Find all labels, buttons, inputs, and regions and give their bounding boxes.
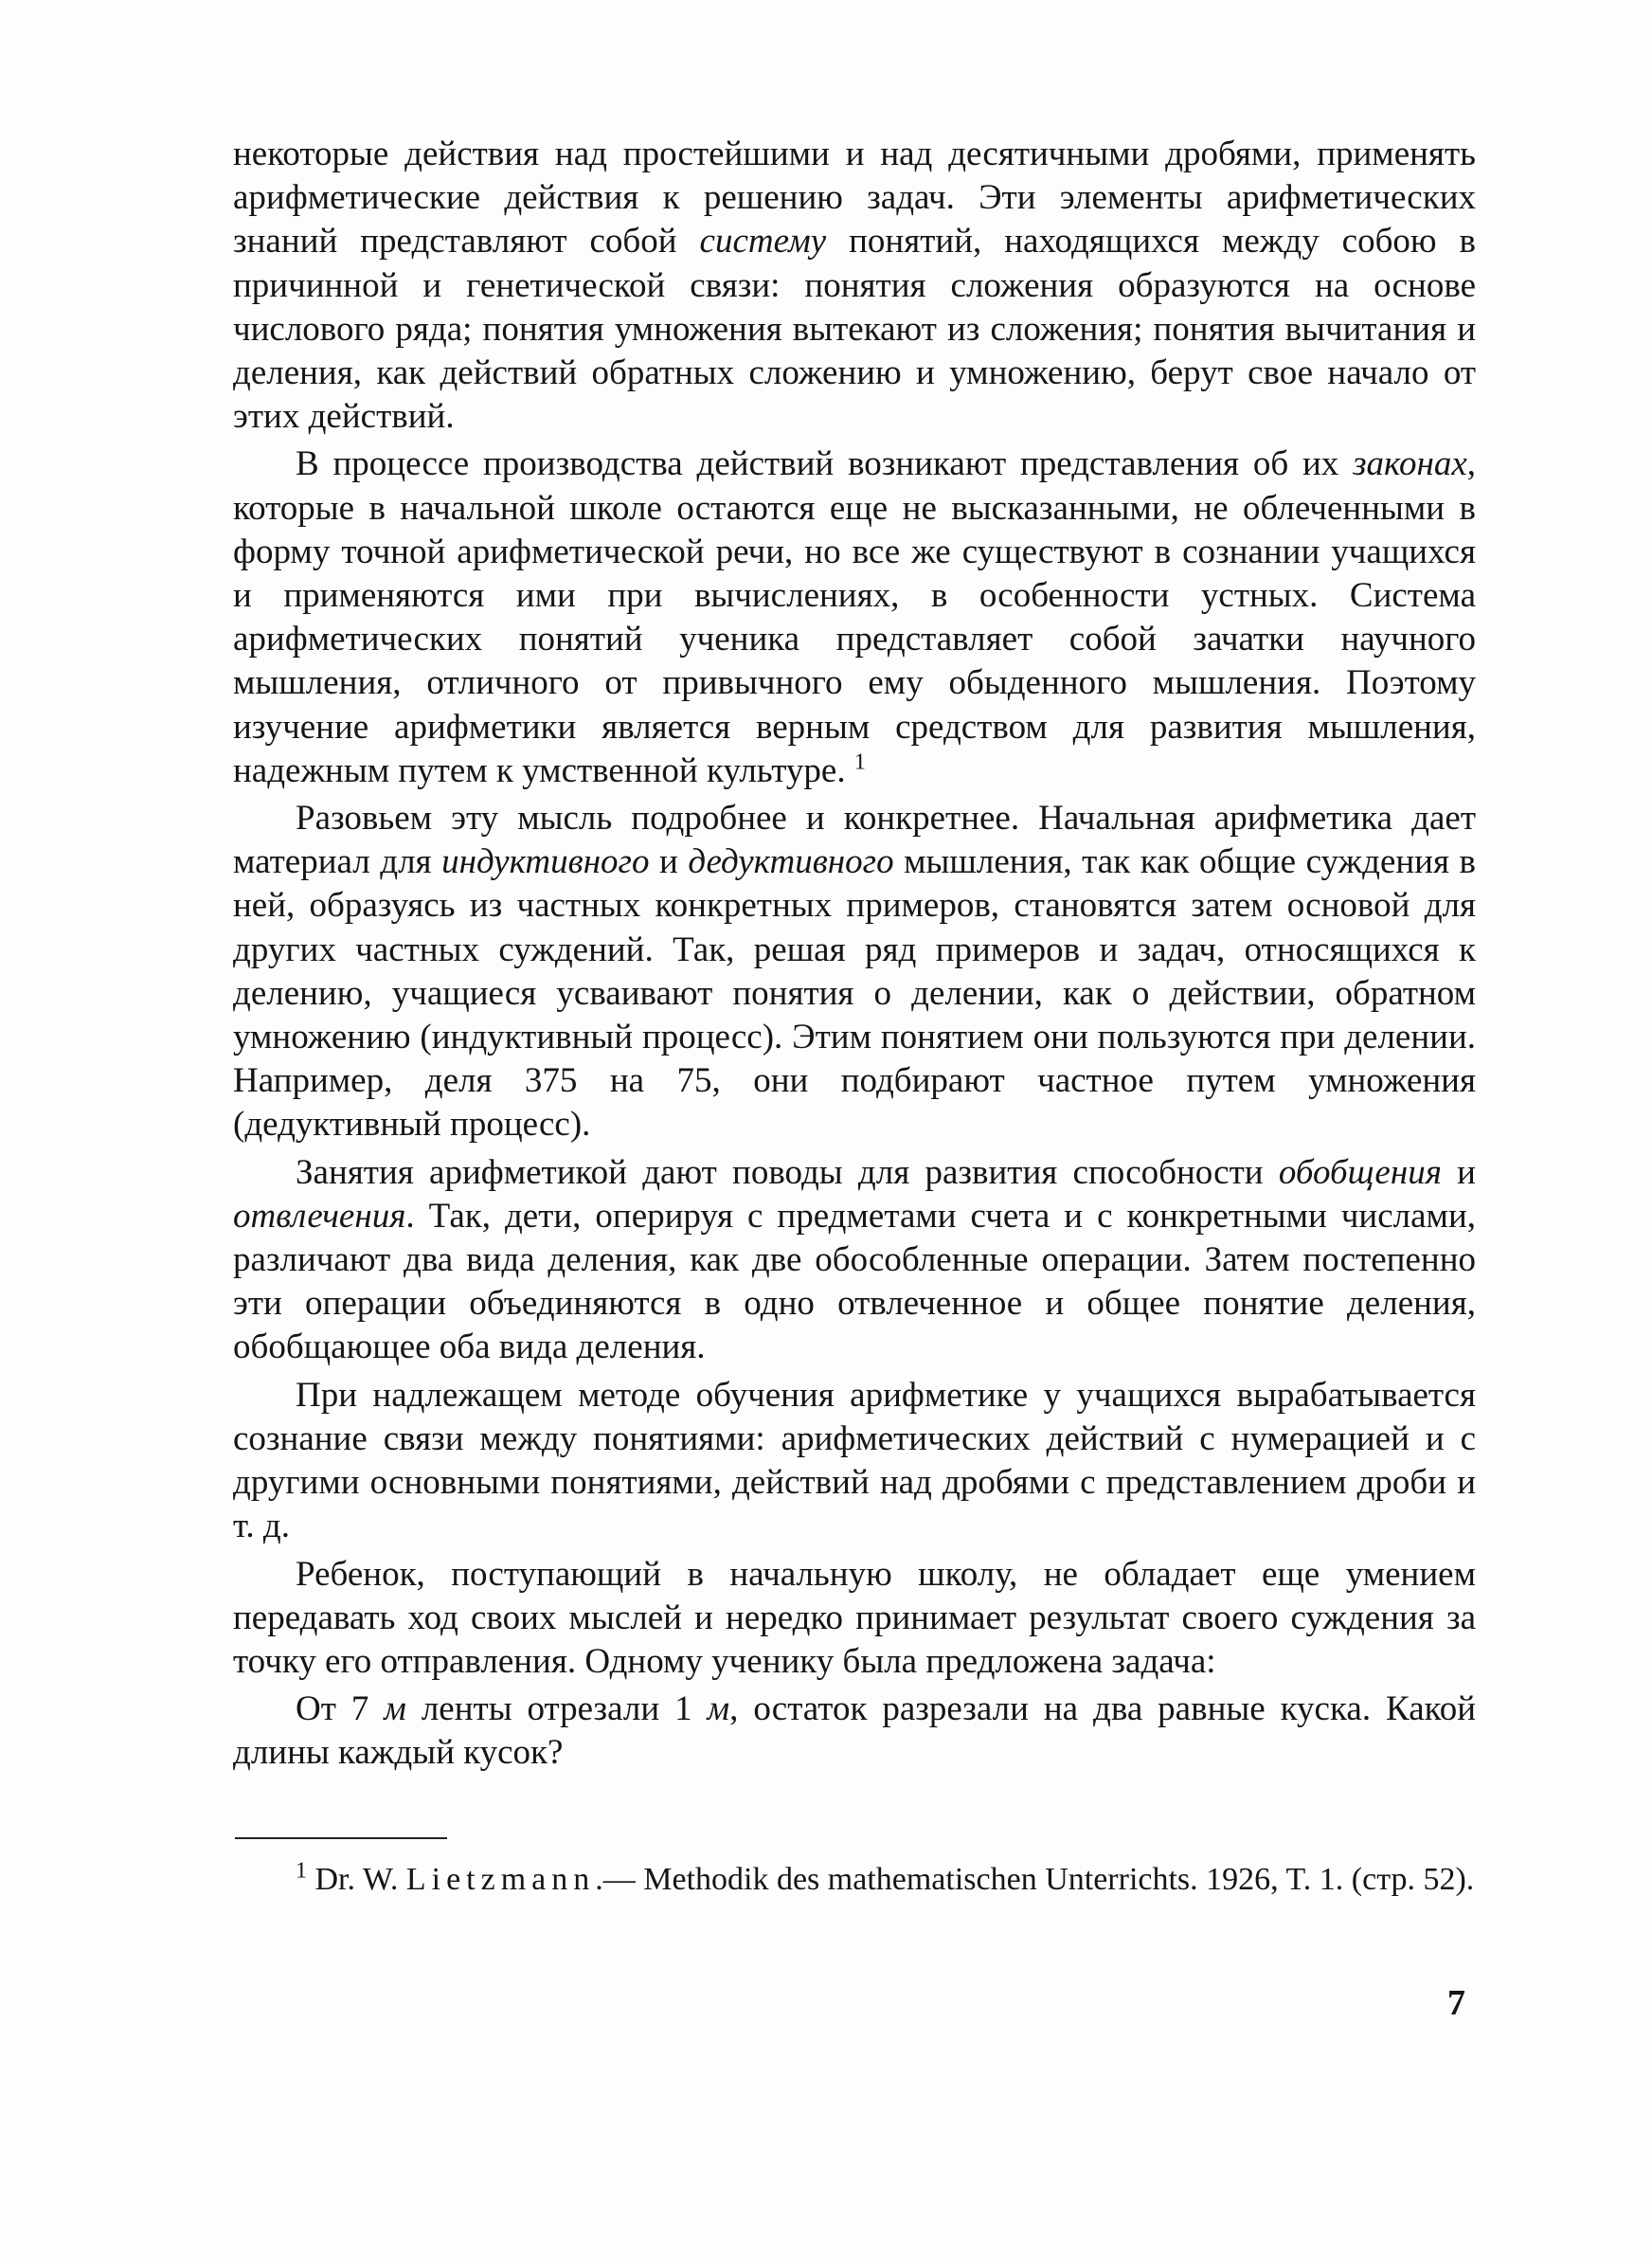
body-text — [233, 133, 1476, 1776]
task-paragraph: От 7 м ленты отрезали 1 м, остаток разрезали на два равные куска. Какой длины каждый кусок? — [233, 1689, 1477, 1773]
paragraph-0: некоторые действия над простейшими и над десятичными дробями, применять арифметические действия к решению задач. Эти элементы арифметических знаний представляют собой систему понятий, находящихся между собою в причинной и генетической связи: понятия сложения образуются на основе числового ряда; понятия умножения вытекают из сложения; понятия вычитания и деления, как действий обратных сложению и умножению, берут свое начало от этих действий. — [233, 135, 1476, 437]
paragraph-2: Разовьем эту мысль подробнее и конкретнее. Начальная арифметика дает материал для индуктивного и дедуктивного мышления, так как общие суждения в ней, образуясь из частных конкретных примеров, становятся затем основой для других частных суждений. Так, решая ряд примеров и задач, относящихся к делению, учащиеся усваивают понятия о делении, как о действии, обратном умножению (индуктивный процесс). Этим понятием они пользуются при делении. Например, деля 375 на 75, они подбирают частное путем умножения (дедуктивный процесс). — [233, 799, 1476, 1145]
footnote-ref: 1 — [853, 749, 866, 775]
paragraph-5: Ребенок, поступающий в начальную школу, не обладает еще умением передавать ход своих мыслей и нередко принимает результат своего суждения за точку его отправления. Одному ученику была предложена задача: — [233, 1554, 1476, 1681]
footnote-author: Lietzmann — [405, 1862, 596, 1897]
footnote-marker: 1 — [296, 1858, 307, 1884]
paragraph-4: При надлежащем методе обучения арифметике у учащихся вырабатывается сознание связи между понятиями: арифметических действий с нумерацией и с другими основными понятиями, действий над дробями с представлением дроби и т. д. — [233, 1375, 1476, 1546]
paragraph-3: Занятия арифметикой дают поводы для развития способности обобщения и отвлечения. Так, дети, оперируя с предметами счета и с конкретными числами, различают два вида деления, как две обособленные операции. Затем постепенно эти операции объединяются в одно отвлеченное и общее понятие деления, обобщающее оба вида деления. — [233, 1152, 1476, 1367]
footnote: $^1$ Dr. W. Lietzmann.— Methodik des mathematischen Unterrichts. 1926, T. 1. (стр. 52). — [296, 1858, 1475, 1897]
footnote-divider — [235, 1837, 447, 1839]
page-number: 7 — [1447, 1983, 1465, 2023]
paragraph-1: В процессе производства действий возникают представления об их законах, которые в начальной школе остаются еще не высказанными, не облеченными в форму точной арифметической речи, но все же существуют в сознании учащихся и применяются ими при вычислениях, в особенности устных. Система арифметических понятий ученика представляет собой зачатки научного мышления, отличного от привычного ему обыденного мышления. Поэтому изучение арифметики является верным средством для развития мышления, надежным путем к умственной культуре. $^1$ — [233, 444, 1476, 790]
